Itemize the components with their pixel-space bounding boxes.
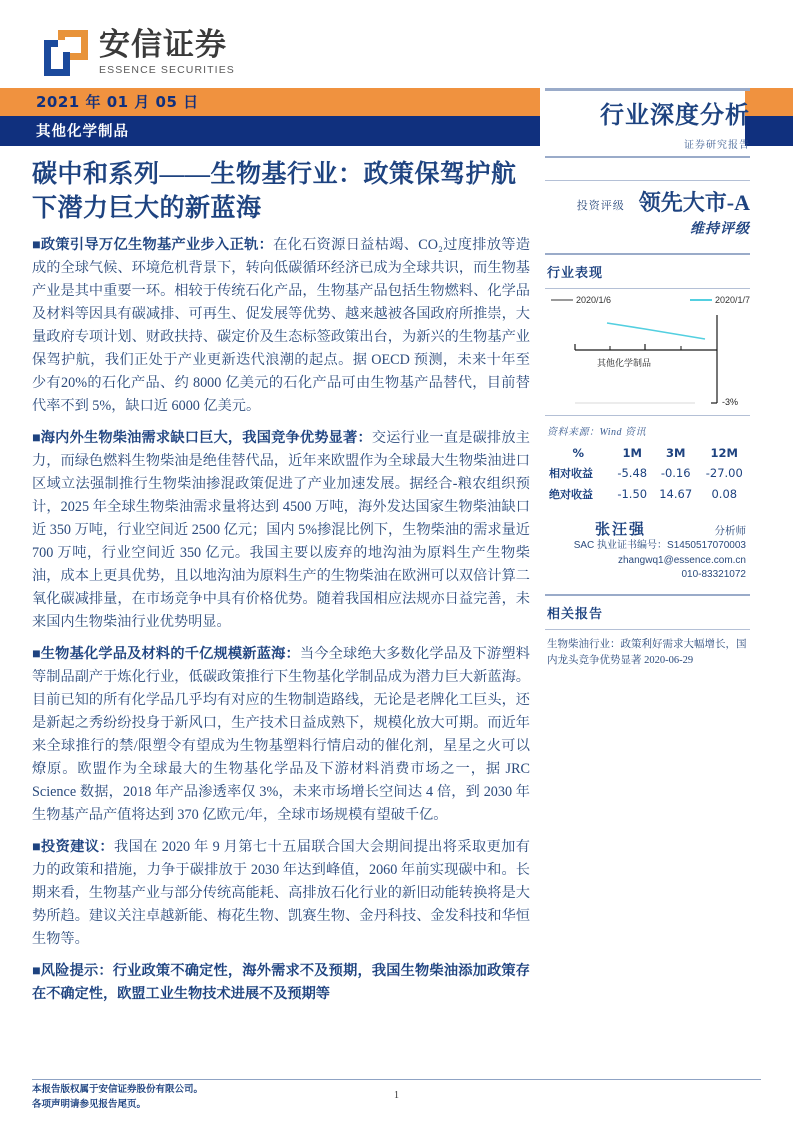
table-row <box>545 462 750 483</box>
paragraph-heading: ■生物基化学品及材料的千亿规模新蓝海： <box>32 646 300 662</box>
performance-title: 行业表现 <box>547 265 604 280</box>
company-name-en: ESSENCE SECURITIES <box>99 64 235 77</box>
source-divider <box>545 415 750 416</box>
paragraph-biochemicals <box>32 643 530 827</box>
paragraph-heading: ■海内外生物柴油需求缺口巨大，我国竞争优势显著： <box>32 430 372 446</box>
legend-label: 2020/1/7 <box>714 295 750 305</box>
rating-label: 投资评级 <box>576 200 625 212</box>
footer-line-2: 各项声明请参见报告尾页。 <box>32 1099 147 1110</box>
analyst-block <box>545 518 750 539</box>
row-label-relative: 相对收益 <box>549 467 593 480</box>
col-header-12m: 12M <box>710 445 738 460</box>
logo-mark-icon <box>44 30 90 76</box>
table-row <box>545 483 750 504</box>
paragraph-text: 交运行业一直是碳排放主力，而绿色燃料生物柴油是绝佳替代品，近年来欧盟作为全球最大生物柴油进口区域立法强制推行生物柴油掺混政策促进了产业加速发展。据经合-粮农组织预计，2025 年全球生物柴油需求量将达到 4500 万吨，海外发达国家生物柴油缺口近 350 万吨，行业空间近 2500 亿元；国内 5%掺混比例下，生物柴油的需求量近 700 万吨，行业空间近 350 亿元。我国主要以废弃的地沟油为原料生产生物柴油，成本上更具优势，且以地沟油为原料生产的生物柴油在欧洲可以双倍计算二氧化碳减排量，在市场竞争中具有价格优势。随着我国相应法规亦日益完善，未来国内生物柴油行业优势明显。 <box>32 430 530 630</box>
chart-series-label: 其他化学制品 <box>597 358 652 368</box>
analyst-role: 分析师 <box>714 526 746 537</box>
related-divider-top <box>545 594 750 596</box>
performance-divider <box>545 288 750 289</box>
row-label-absolute: 绝对收益 <box>549 488 593 501</box>
paragraph-text: 当今全球绝大多数化学品及下游塑料等制品副产于炼化行业，低碳政策推行下生物基化学制品成为潜力巨大新蓝海。目前已知的所有化学品几乎均有对应的生物制造路线，无论是老牌化工巨头，还是新起之秀纷纷投身于新风口，生产技术日益成熟下，规模化放大可期。而近年来全球推行的禁/限塑令有望成为生物基塑料行情启动的催化剂，星星之火可以燎原。欧盟作为全球最大的生物基化学品及下游材料消费市场之一，据 JRC Science 数据，2018 年产品渗透率仅 3%，未来市场增长空间达 4 倍，到 2030 年生物基产品产值将达到 370 亿欧元/年，全球市场规模有望破千亿。 <box>32 646 530 823</box>
related-reports-title: 相关报告 <box>547 605 604 621</box>
analyst-name: 张汪强 <box>595 522 647 538</box>
paragraph-heading: ■投资建议： <box>32 839 114 855</box>
rail-divider-top <box>545 88 750 91</box>
cell-relative-12m: -27.00 <box>705 465 743 480</box>
related-divider <box>545 629 750 630</box>
paragraph-text: 我国在 2020 年 9 月第七十五届联合国大会期间提出将采取更加有力的政策和措施，力争于碳排放于 2030 年达到峰值，2060 年前实现碳中和。长期来看，生物基产业与部分传统高能耗、高排放石化行业的新旧动能转换将是大势所趋。建议关注卓越新能、梅花生物、凯赛生物、金丹科技、金发科技和华恒生物等。 <box>32 839 530 947</box>
paragraph-heading: ■政策引导万亿生物基产业步入正轨： <box>32 237 274 253</box>
analyst-phone: 010-83321072 <box>681 569 746 580</box>
paragraph-policy <box>32 234 530 418</box>
sidebar <box>545 88 750 669</box>
company-name-cn: 安信证券 <box>99 27 227 64</box>
chart-source: 资料来源：Wind 资讯 <box>547 427 647 438</box>
report-kind: 行业深度分析 <box>600 103 750 129</box>
table-header-row <box>545 443 750 462</box>
cell-relative-3m: -0.16 <box>660 465 691 480</box>
investment-rating <box>545 186 750 217</box>
cell-absolute-12m: 0.08 <box>711 486 738 501</box>
chart-canvas <box>545 293 750 411</box>
industry-performance-chart <box>545 293 750 411</box>
footer-line-1: 本报告版权属于安信证券股份有限公司。 <box>32 1085 204 1095</box>
page-title: 碳中和系列——生物基行业：政策保驾护航下潜力巨大的新蓝海 <box>32 161 517 222</box>
company-logo <box>44 27 235 77</box>
risk-disclosure: ■风险提示：行业政策不确定性，海外需求不及预期，我国生物柴油添加政策存在不确定性，欧盟工业生物技术进展不及预期等 <box>32 963 530 1002</box>
cell-relative-1m: -5.48 <box>617 465 648 480</box>
chart-ytick-label: -3% <box>721 397 738 407</box>
cell-absolute-3m: 14.67 <box>659 486 693 501</box>
performance-divider-top <box>545 253 750 255</box>
page-number: 1 <box>394 1090 399 1101</box>
cell-absolute-1m: -1.50 <box>617 486 648 501</box>
legend-label: 2020/1/6 <box>576 295 612 305</box>
rating-value: 领先大市-A <box>638 190 750 215</box>
report-date: 2021 年 01 月 05 日 <box>36 93 199 111</box>
paragraph-investment-advice <box>32 836 530 951</box>
analyst-sac: SAC 执业证书编号：S1450517070003 <box>573 540 746 551</box>
col-header-pct: % <box>572 445 585 460</box>
performance-table <box>545 443 750 504</box>
col-header-1m: 1M <box>622 445 642 460</box>
paragraph-text: 在化石资源日益枯竭、CO₂过度排放等造成的全球气候、环境危机背景下，转向低碳循环经济已成为全球共识，而生物基产业是其中重要一环。相较于传统石化产品，生物基产品包括生物燃料、化学品及材料等因具有碳减排、可再生、促发展等优势、越来越被各国政府所推崇，大量政府专项计划、财政扶持、碳定价及生态标签政策出台，为新兴的生物基产业保驾护航，我们正处于产业更新迭代浪潮的起点。据 OECD 预测，未来十年至少有20%的石化产品、约 8000 亿美元的石化产品可由生物基产品替代，目前替代率不到 5%，缺口近 6000 亿美元。 <box>32 237 531 414</box>
col-header-3m: 3M <box>665 445 686 460</box>
rating-maintain: 维持评级 <box>690 222 750 237</box>
paragraph-biodiesel <box>32 427 530 634</box>
footer-divider <box>32 1079 761 1080</box>
rating-divider-top <box>545 180 750 181</box>
report-subtitle: 证券研究报告 <box>684 140 750 151</box>
analyst-email[interactable]: zhangwq1@essence.com.cn <box>618 554 746 566</box>
related-report-item[interactable]: 生物柴油行业：政策利好需求大幅增长，国内龙头竞争优势显著 2020-06-29 <box>547 638 747 666</box>
main-column <box>32 158 530 1006</box>
rail-divider <box>545 156 750 158</box>
sector-name: 其他化学制品 <box>36 124 129 140</box>
